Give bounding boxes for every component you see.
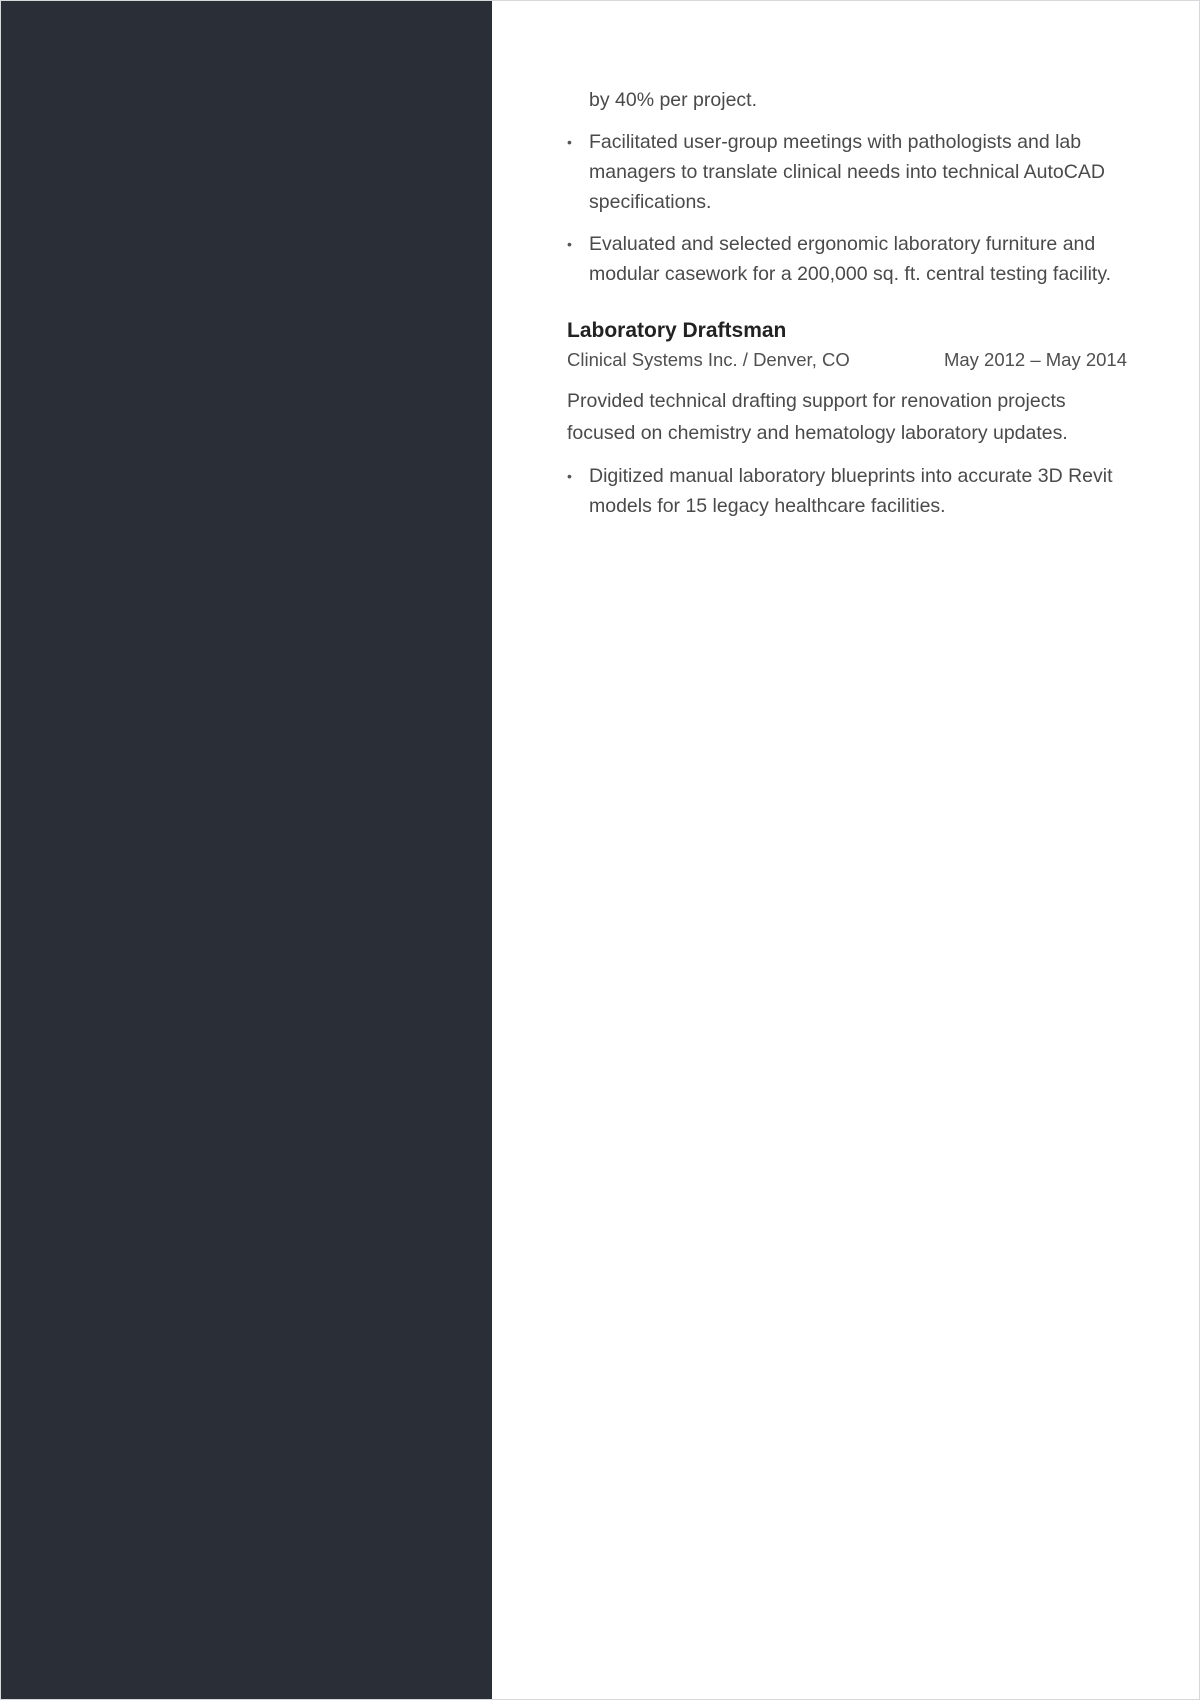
bullet-text: Digitized manual laboratory blueprints into accurate 3D Revit models for 15 legacy healthcare facilities.: [589, 465, 1113, 517]
bullet-dot-icon: •: [567, 134, 572, 150]
job-summary: Provided technical drafting support for renovation projects focused on chemistry and hematology laboratory updates.: [567, 390, 1068, 444]
bullet-item: [567, 229, 1127, 289]
main-column: [567, 85, 1127, 533]
bullet-text: Evaluated and selected ergonomic laboratory furniture and modular casework for a 200,000 sq. ft. central testing facility.: [589, 233, 1112, 285]
bullet-text: Facilitated user-group meetings with pathologists and lab managers to translate clinical needs into technical AutoCAD specifications.: [589, 131, 1105, 213]
job-title: Laboratory Draftsman: [567, 319, 787, 342]
bullet-item: [567, 85, 1127, 115]
bullet-text: by 40% per project.: [589, 89, 758, 111]
bullet-item: [567, 461, 1127, 521]
bullet-dot-icon: •: [567, 468, 572, 484]
job-dates: May 2012 – May 2014: [943, 349, 1127, 370]
bullet-item: [567, 127, 1127, 217]
sidebar-panel: [1, 1, 492, 1699]
job-entry: [567, 317, 1127, 521]
job-bullets: [567, 461, 1127, 521]
bullet-dot-icon: •: [567, 236, 572, 252]
previous-job-bullets: [567, 85, 1127, 289]
job-company-location: Clinical Systems Inc. / Denver, CO: [567, 349, 850, 370]
job-meta: [567, 345, 1127, 375]
